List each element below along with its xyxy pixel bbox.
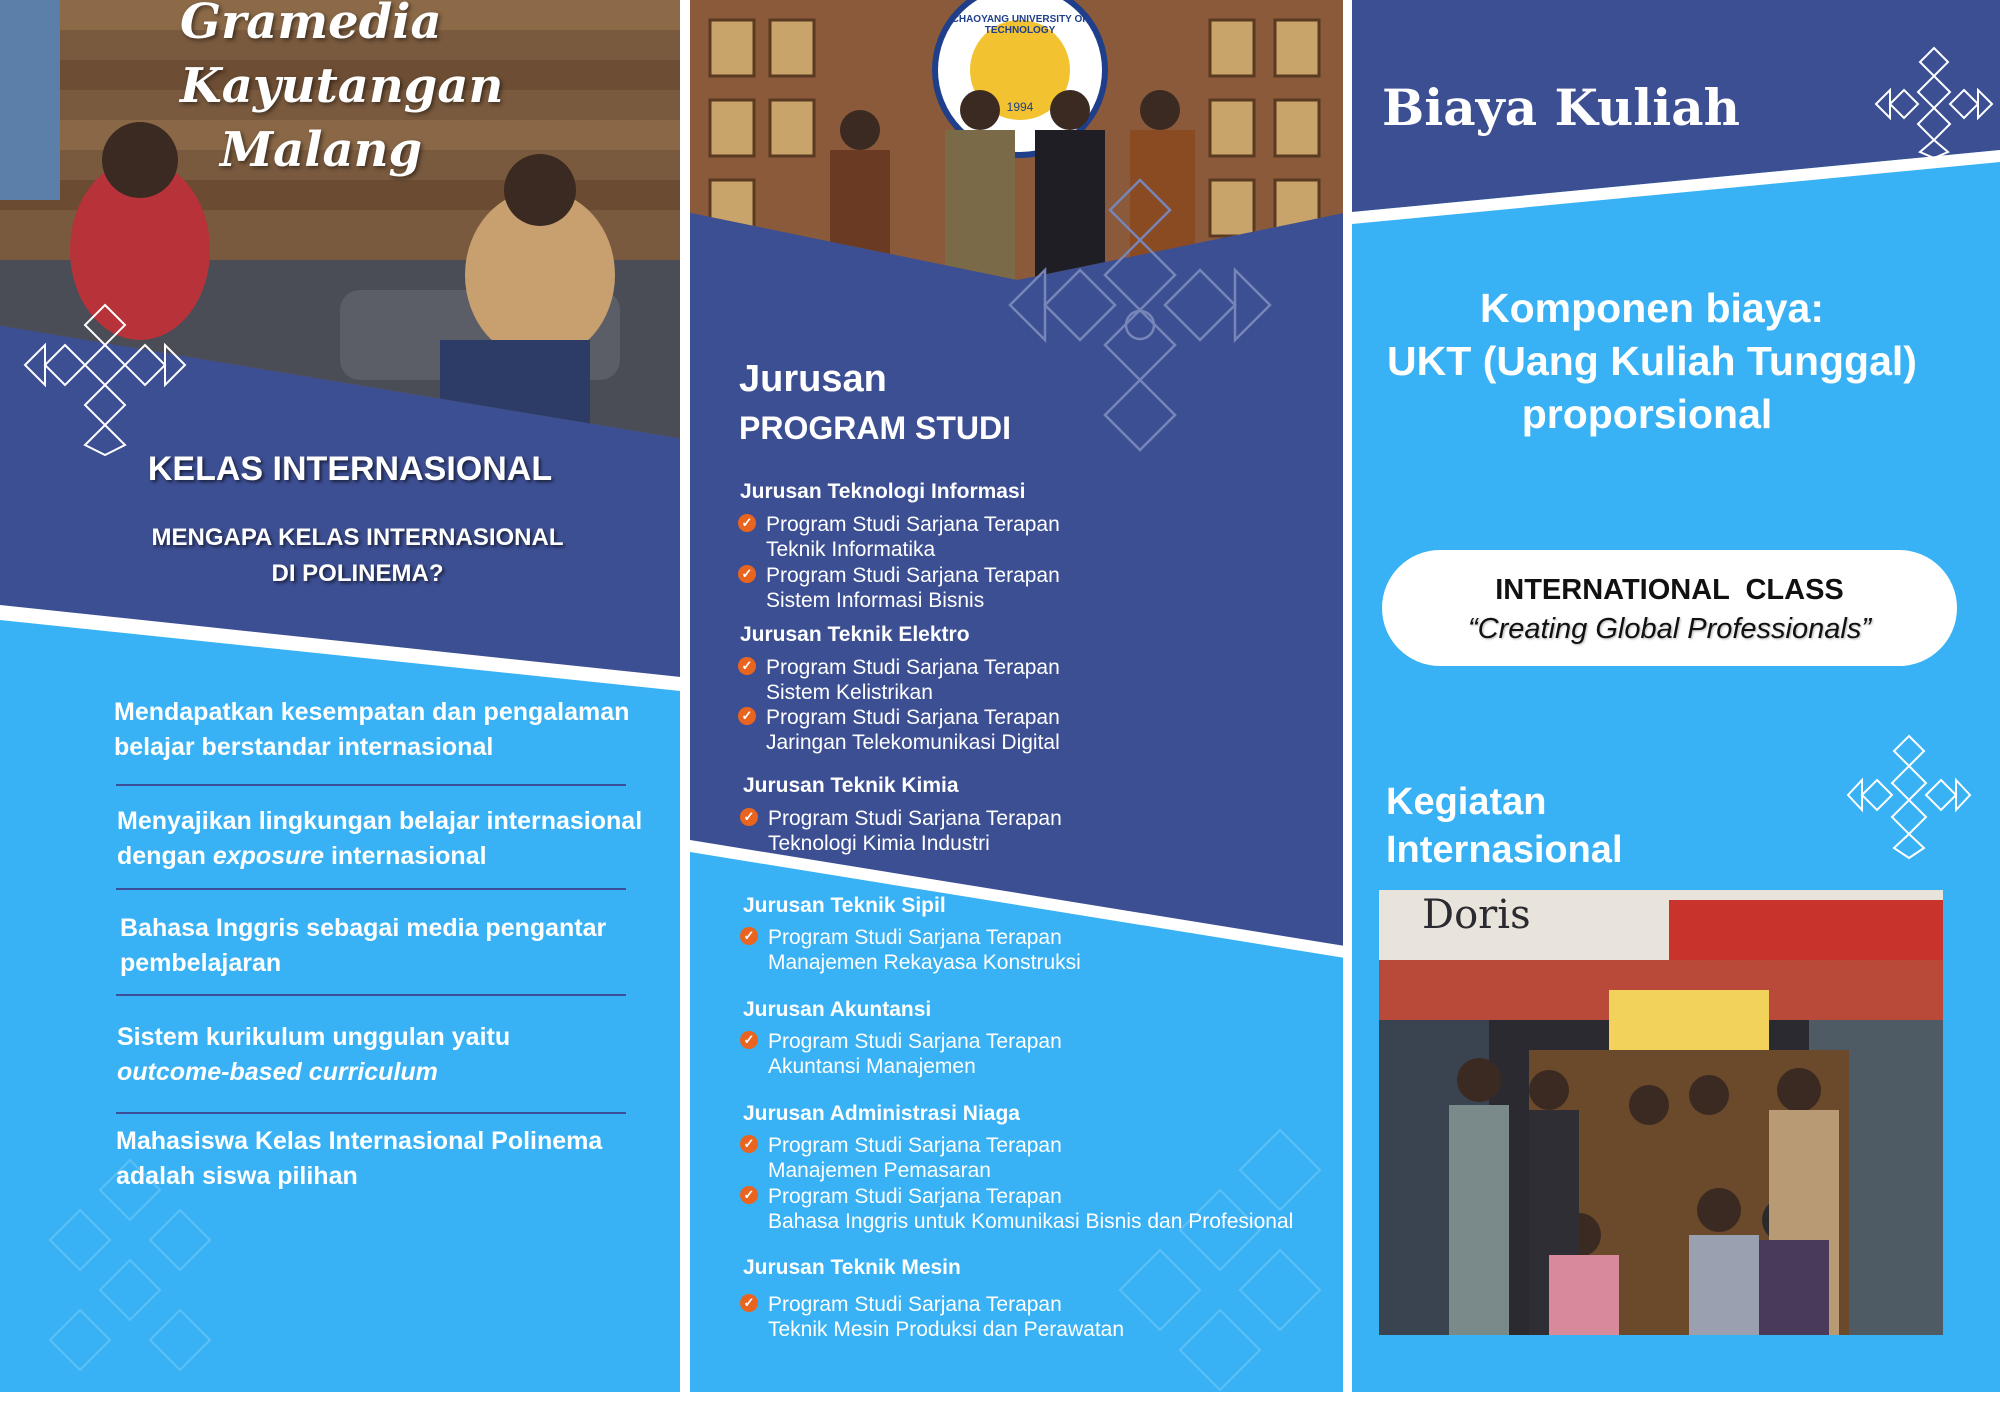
divider [116, 994, 626, 996]
check-icon: ✓ [740, 808, 758, 826]
photo-caption [180, 0, 504, 182]
reason-line: Bahasa Inggris sebagai media pengantar [120, 914, 607, 942]
program-line: Program Studi Sarjana Terapan [766, 706, 1060, 729]
reason-text: dengan [117, 842, 213, 870]
program-line: Akuntansi Manajemen [768, 1055, 976, 1078]
diamond-ornament-icon [990, 170, 1290, 480]
program-line: Program Studi Sarjana Terapan [768, 1030, 1062, 1053]
program-item [740, 925, 1081, 975]
subtitle-line-1: MENGAPA KELAS INTERNASIONAL [151, 524, 564, 551]
fee-line-3: proporsional [1521, 391, 1773, 437]
program-item [740, 1029, 1062, 1079]
department-name: Jurusan Teknik Elektro [740, 623, 970, 646]
program-line: Jaringan Telekomunikasi Digital [766, 731, 1060, 754]
middle-panel [690, 0, 1345, 1414]
section-subtitle [0, 520, 690, 592]
international-class-pill [1382, 550, 1957, 666]
reason-emphasis: exposure [212, 842, 325, 870]
reason-line: pembelajaran [120, 949, 282, 977]
caption-line-3: Malang [220, 122, 423, 178]
reason-item [114, 695, 654, 765]
reason-line: Mendapatkan kesempatan dan pengalaman [114, 698, 630, 726]
fee-line-2: UKT (Uang Kuliah Tunggal) [1387, 338, 1917, 384]
program-item [740, 1133, 1062, 1183]
reason-line: Sistem kurikulum unggulan yaitu [117, 1023, 511, 1051]
department-name: Jurusan Administrasi Niaga [743, 1102, 1020, 1125]
department-name: Jurusan Teknik Sipil [743, 894, 946, 917]
program-item [738, 563, 1060, 613]
reason-emphasis: outcome-based curriculum [117, 1058, 438, 1086]
department-name: Jurusan Teknik Mesin [743, 1256, 961, 1279]
program-line: Program Studi Sarjana Terapan [768, 926, 1062, 949]
activities-line-2: Internasional [1386, 829, 1623, 871]
reason-line: Menyajikan lingkungan belajar internasional [117, 807, 643, 835]
subtitle-line-2: DI POLINEMA? [271, 560, 444, 587]
program-line: Sistem Kelistrikan [766, 681, 933, 704]
plaque-text: CHAOYANG UNIVERSITY OF TECHNOLOGY [951, 14, 1089, 36]
reason-item [117, 1020, 657, 1090]
section-title: KELAS INTERNASIONAL [147, 450, 553, 488]
program-line: Program Studi Sarjana Terapan [768, 1134, 1062, 1157]
activities-photo [1379, 890, 1943, 1335]
check-icon: ✓ [738, 707, 756, 725]
program-item [740, 1292, 1124, 1342]
reason-item [117, 804, 677, 874]
program-line: Manajemen Rekayasa Konstruksi [768, 951, 1081, 974]
reason-line: Mahasiswa Kelas Internasional Polinema [116, 1127, 603, 1155]
check-icon: ✓ [738, 657, 756, 675]
faint-pattern-icon [1080, 1120, 1340, 1400]
check-icon: ✓ [738, 565, 756, 583]
program-line: Program Studi Sarjana Terapan [768, 807, 1062, 830]
reason-text: internasional [324, 842, 487, 870]
fee-line-1: Komponen biaya: [1480, 285, 1824, 331]
program-line: Sistem Informasi Bisnis [766, 589, 985, 612]
bottom-margin [0, 1392, 2000, 1414]
program-line: Program Studi Sarjana Terapan [768, 1293, 1062, 1316]
diamond-ornament-icon [1872, 44, 1996, 160]
reason-line [117, 839, 677, 874]
divider [116, 888, 626, 890]
program-item [740, 806, 1062, 856]
program-line: Manajemen Pemasaran [768, 1159, 991, 1182]
programs-subheading: PROGRAM STUDI [739, 410, 1011, 446]
fee-components [1352, 282, 1952, 441]
programs-heading: Jurusan [739, 358, 887, 400]
gutter [1343, 0, 1352, 1414]
left-panel [0, 0, 690, 1414]
gutter [680, 0, 690, 1414]
check-icon: ✓ [740, 1294, 758, 1312]
caption-line-1: Gramedia [180, 0, 442, 50]
department-name: Jurusan Teknik Kimia [743, 774, 959, 797]
reason-item [120, 911, 660, 981]
department-name: Jurusan Akuntansi [743, 998, 932, 1021]
program-line: Teknik Informatika [766, 538, 936, 561]
department-name: Jurusan Teknologi Informasi [740, 480, 1026, 503]
check-icon: ✓ [740, 927, 758, 945]
program-line: Program Studi Sarjana Terapan [766, 564, 1060, 587]
reason-line [117, 1055, 657, 1090]
check-icon: ✓ [740, 1135, 758, 1153]
program-line: Teknologi Kimia Industri [768, 832, 990, 855]
diamond-ornament-icon [1844, 732, 1974, 862]
reason-line: belajar berstandar internasional [114, 733, 494, 761]
faint-pattern-icon [20, 1150, 240, 1390]
program-line: Program Studi Sarjana Terapan [766, 513, 1060, 536]
caption-line-2: Kayutangan [180, 58, 504, 114]
program-item [738, 512, 1060, 562]
program-line: Bahasa Inggris untuk Komunikasi Bisnis dan Profesional [768, 1210, 1294, 1233]
shop-sign: Doris [1422, 892, 1531, 938]
activities-line-1: Kegiatan [1386, 781, 1547, 823]
program-item [738, 705, 1060, 755]
divider [116, 1112, 626, 1114]
pill-title: INTERNATIONAL CLASS [1495, 574, 1844, 606]
activities-heading [1386, 778, 1623, 874]
check-icon: ✓ [740, 1031, 758, 1049]
pill-tagline: “Creating Global Professionals” [1468, 613, 1871, 645]
activities-photo-art [1379, 890, 1943, 1335]
check-icon: ✓ [738, 514, 756, 532]
program-item [738, 655, 1060, 705]
fees-title: Biaya Kuliah [1382, 78, 1740, 137]
program-line: Program Studi Sarjana Terapan [766, 656, 1060, 679]
program-line: Program Studi Sarjana Terapan [768, 1185, 1062, 1208]
divider [116, 784, 626, 786]
program-line: Teknik Mesin Produksi dan Perawatan [768, 1318, 1125, 1341]
check-icon: ✓ [740, 1186, 758, 1204]
right-panel [1352, 0, 2000, 1414]
reason-line: adalah siswa pilihan [116, 1162, 358, 1190]
plaque-year: 1994 [1006, 100, 1034, 114]
diamond-ornament-icon [20, 300, 190, 460]
